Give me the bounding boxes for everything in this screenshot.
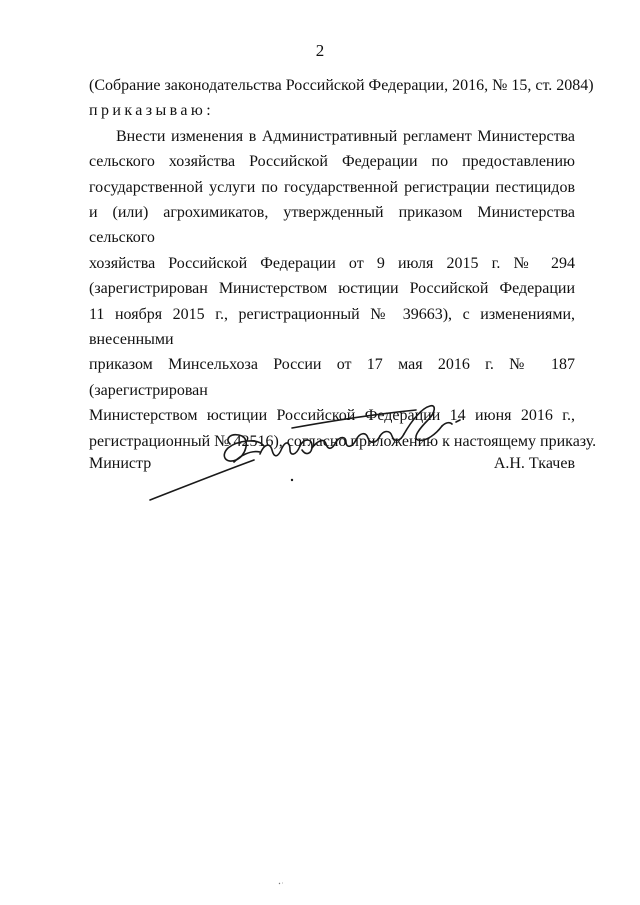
signature-block (89, 455, 575, 485)
intro-line: (Собрание законодательства Российской Федерации, 2016, № 15, ст. 2084) (89, 77, 594, 94)
paragraph-line: хозяйства Российской Федерации от 9 июля 2015 г. № 294 (89, 254, 575, 272)
page-number: 2 (315, 41, 325, 60)
paragraph-line: и (или) агрохимикатов, утвержденный приказом Министерства сельского (89, 204, 575, 247)
signatory-name: А.Н. Ткачев (493, 455, 575, 472)
signatory-title: Министр (89, 455, 152, 472)
paragraph-line: Внести изменения в Административный регламент Министерства (116, 127, 575, 145)
paragraph-line: Министерством юстиции Российской Федерации 14 июня 2016 г., (89, 407, 575, 425)
paragraph-line: сельского хозяйства Российской Федерации по предоставлению (89, 153, 575, 171)
paragraph-line-last: регистрационный № 42516), согласно приложению к настоящему приказу. (89, 432, 597, 450)
paragraph-line: приказом Минсельхоза России от 17 мая 2016 г. № 187 (зарегистрирован (89, 356, 575, 399)
paragraph-line: (зарегистрирован Министерством юстиции Российской Федерации (89, 280, 575, 298)
paragraph-line: государственной услуги по государственной регистрации пестицидов (89, 178, 575, 196)
scan-speck (278, 882, 284, 885)
document-body (89, 73, 597, 454)
paragraph-line: 11 ноября 2015 г., регистрационный № 39663), с изменениями, внесенными (89, 305, 575, 349)
order-word: приказываю: (89, 102, 215, 120)
handwritten-signature (146, 398, 486, 508)
